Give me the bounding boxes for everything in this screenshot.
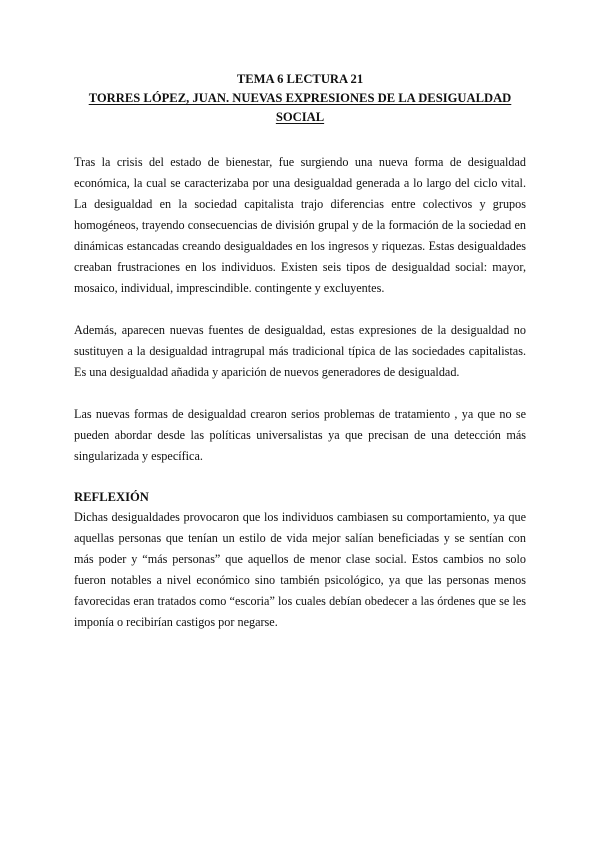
paragraph-3: Las nuevas formas de desigualdad crearon serios problemas de tratamiento , ya que no se pueden abordar desde las políticas universalistas ya que precisan de una detección más singularizada y específica. [74, 407, 526, 463]
document-title [74, 70, 526, 127]
reflexion-heading: REFLEXIÓN [74, 490, 149, 504]
title-line-source: TORRES LÓPEZ, JUAN. NUEVAS EXPRESIONES DE LA DESIGUALDAD SOCIAL [88, 91, 512, 124]
title-line-topic: TEMA 6 LECTURA 21 [236, 72, 364, 86]
paragraph-2: Además, aparecen nuevas fuentes de desigualdad, estas expresiones de la desigualdad no sustituyen a la desigualdad intragrupal más tradicional típica de las sociedades capitalistas. Es una desigualdad añadida y aparición de nuevos generadores de desigualdad. [74, 323, 526, 379]
reflexion-paragraph: Dichas desigualdades provocaron que los individuos cambiasen su comportamiento, ya que aquellas personas que tenían un estilo de vida mejor salían beneficiadas y se sentían con más poder y “más personas” que aquellos de menor clase social. Estos cambios no solo fueron notables a nivel económico sino también psicológico, ya que las personas menos favorecidas eran tratados como “escoria” los cuales debían obedecer a las órdenes que se les imponía o recibirían castigos por negarse. [74, 510, 526, 629]
paragraph-1: Tras la crisis del estado de bienestar, fue surgiendo una nueva forma de desigualdad económica, la cual se caracterizaba por una desigualdad generada a lo largo del ciclo vital. La desigualdad en la sociedad capitalista trajo diferencias entre colectivos y grupos homogéneos, trayendo consecuencias de división grupal y de la formación de la sociedad en dinámicas estancadas creando desigualdades en los ingresos y riquezas. Estas desigualdades creaban frustraciones en los individuos. Existen seis tipos de desigualdad social: mayor, mosaico, individual, imprescindible. contingente y excluyentes. [74, 155, 526, 295]
